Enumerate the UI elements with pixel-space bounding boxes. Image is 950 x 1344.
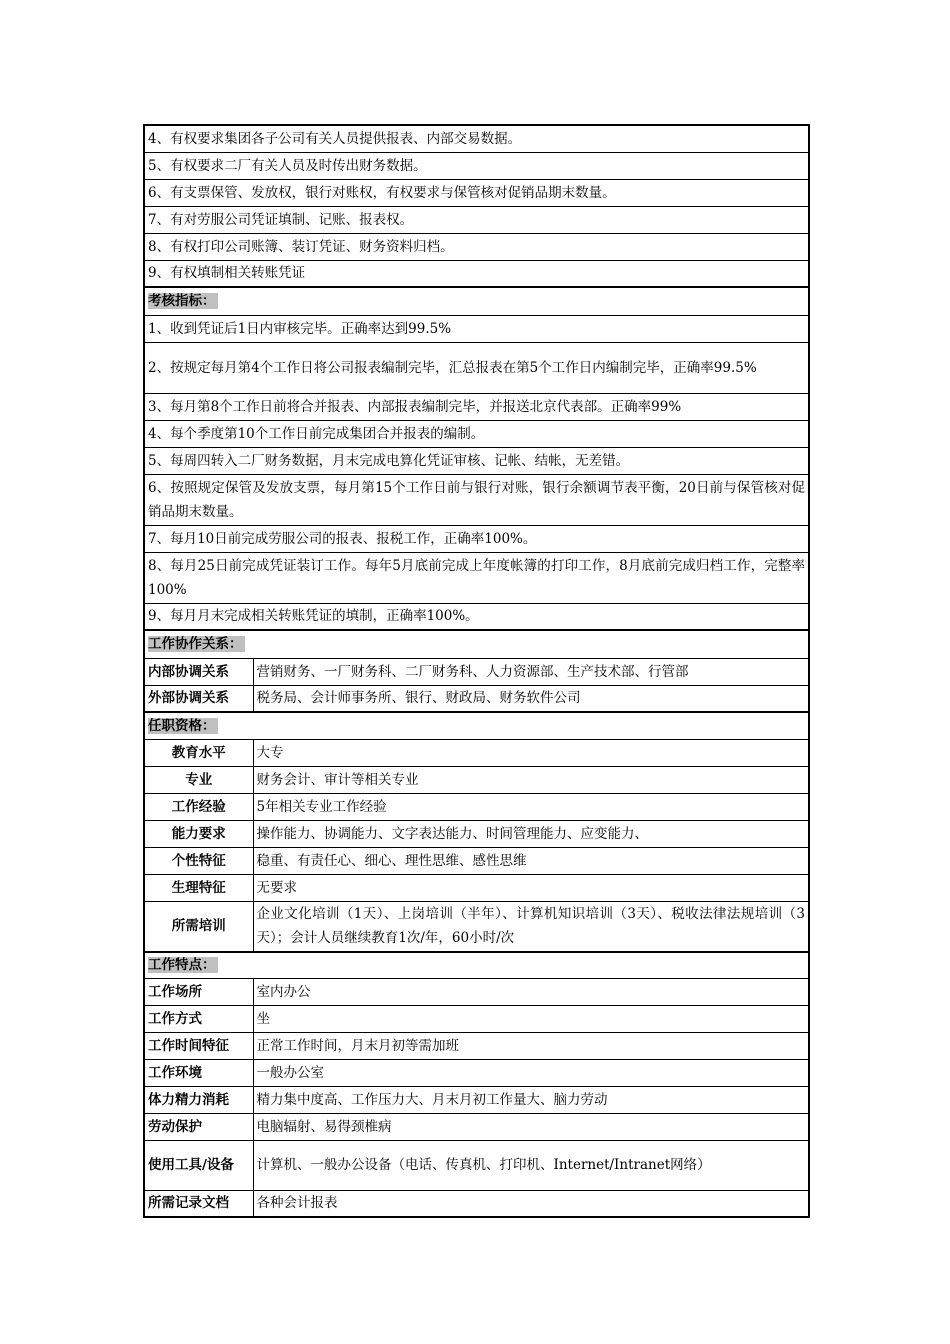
row-label: 所需培训 [144, 901, 253, 952]
kpi-heading-label: 考核指标： [148, 293, 216, 310]
row-label: 能力要求 [144, 820, 253, 847]
authority-item: 6、有支票保管、发放权，银行对账权，有权要求与保管核对促销品期末数量。 [144, 179, 809, 206]
row-label: 工作方式 [144, 1005, 253, 1032]
row-value: 正常工作时间，月末月初等需加班 [253, 1032, 809, 1059]
row-value: 室内办公 [253, 978, 809, 1005]
row-label: 个性特征 [144, 847, 253, 874]
kpi-item: 3、每月第8个工作日前将合并报表、内部报表编制完毕，并报送北京代表部。正确率99% [144, 393, 809, 420]
row-label: 工作经验 [144, 793, 253, 820]
row-label: 工作时间特征 [144, 1032, 253, 1059]
qualifications-heading-label: 任职资格： [148, 717, 216, 734]
kpi-item: 5、每周四转入二厂财务数据，月末完成电算化凭证审核、记帐、结帐，无差错。 [144, 447, 809, 474]
row-label: 工作环境 [144, 1059, 253, 1086]
row-value: 营销财务、一厂财务科、二厂财务科、人力资源部、生产技术部、行管部 [253, 658, 809, 685]
row-value: 电脑辐射、易得颈椎病 [253, 1113, 809, 1140]
row-label: 生理特征 [144, 874, 253, 901]
row-value: 税务局、会计师事务所、银行、财政局、财务软件公司 [253, 685, 809, 712]
kpi-item: 2、按规定每月第4个工作日将公司报表编制完毕，汇总报表在第5个工作日内编制完毕，正确率99.5% [144, 342, 809, 393]
row-value: 大专 [253, 739, 809, 766]
kpi-item: 7、每月10日前完成劳服公司的报表、报税工作，正确率100%。 [144, 525, 809, 552]
row-value: 5年相关专业工作经验 [253, 793, 809, 820]
work-features-heading [144, 952, 809, 978]
row-value: 计算机、一般办公设备（电话、传真机、打印机、Internet/Intranet网络） [253, 1140, 809, 1190]
collaboration-heading-label: 工作协作关系： [148, 636, 243, 653]
row-value: 坐 [253, 1005, 809, 1032]
row-value: 操作能力、协调能力、文字表达能力、时间管理能力、应变能力、 [253, 820, 809, 847]
job-description-table [143, 124, 810, 1218]
row-value: 稳重、有责任心、细心、理性思维、感性思维 [253, 847, 809, 874]
row-label: 专业 [144, 766, 253, 793]
kpi-item: 1、收到凭证后1日内审核完毕。正确率达到99.5% [144, 315, 809, 342]
row-value: 一般办公室 [253, 1059, 809, 1086]
row-label: 使用工具/设备 [144, 1140, 253, 1190]
row-label: 体力精力消耗 [144, 1086, 253, 1113]
row-value: 各种会计报表 [253, 1190, 809, 1217]
collaboration-heading [144, 630, 809, 658]
row-value: 企业文化培训（1天）、上岗培训（半年）、计算机知识培训（3天）、税收法律法规培训（3天）；会计人员继续教育1次/年，60小时/次 [253, 901, 809, 952]
row-value: 财务会计、审计等相关专业 [253, 766, 809, 793]
row-value: 无要求 [253, 874, 809, 901]
authority-item: 5、有权要求二厂有关人员及时传出财务数据。 [144, 152, 809, 179]
qualifications-heading [144, 712, 809, 739]
kpi-heading [144, 287, 809, 315]
row-label: 教育水平 [144, 739, 253, 766]
authority-item: 7、有对劳服公司凭证填制、记账、报表权。 [144, 206, 809, 233]
authority-item: 4、有权要求集团各子公司有关人员提供报表、内部交易数据。 [144, 125, 809, 152]
work-features-heading-label: 工作特点： [148, 957, 216, 974]
kpi-item: 8、每月25日前完成凭证装订工作。每年5月底前完成上年度帐簿的打印工作，8月底前完成归档工作，完整率100% [144, 552, 809, 603]
kpi-item: 9、每月月末完成相关转账凭证的填制，正确率100%。 [144, 603, 809, 630]
kpi-item: 6、按照规定保管及发放支票，每月第15个工作日前与银行对账，银行余额调节表平衡，20日前与保管核对促销品期末数量。 [144, 474, 809, 525]
row-label: 内部协调关系 [144, 658, 253, 685]
row-label: 所需记录文档 [144, 1190, 253, 1217]
row-label: 工作场所 [144, 978, 253, 1005]
kpi-item: 4、每个季度第10个工作日前完成集团合并报表的编制。 [144, 420, 809, 447]
row-label: 外部协调关系 [144, 685, 253, 712]
authority-item: 9、有权填制相关转账凭证 [144, 260, 809, 287]
row-value: 精力集中度高、工作压力大、月末月初工作量大、脑力劳动 [253, 1086, 809, 1113]
authority-item: 8、有权打印公司账簿、装订凭证、财务资料归档。 [144, 233, 809, 260]
row-label: 劳动保护 [144, 1113, 253, 1140]
